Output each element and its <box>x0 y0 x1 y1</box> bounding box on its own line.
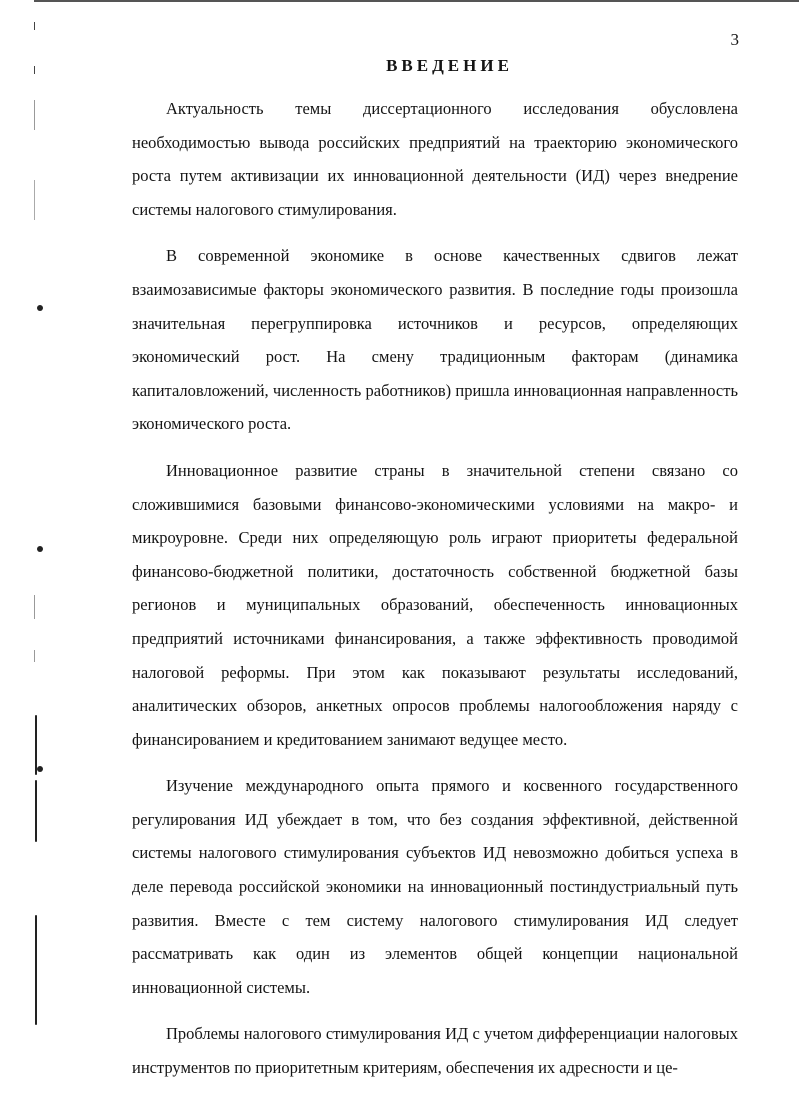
page-top-border <box>34 0 799 2</box>
binding-edge-line <box>35 780 37 842</box>
margin-scan-mark <box>34 180 35 220</box>
punch-hole-mark <box>37 766 43 772</box>
binding-edge-line <box>35 915 37 1025</box>
punch-hole-mark <box>37 305 43 311</box>
page-number: 3 <box>730 30 739 49</box>
paragraph-5: Проблемы налогового стимулирования ИД с учетом дифференциации налоговых инструментов по приоритетным критериям, обеспечения их адресности и це- <box>132 1024 738 1078</box>
margin-scan-mark <box>34 650 35 662</box>
margin-scan-mark <box>34 22 35 30</box>
paragraph-3: Инновационное развитие страны в значительной степени связано со сложившимися базовыми финансово-экономическими условиями на макро- и микроуровне. Среди них определяющую роль играют приоритеты федеральной финансово-бюджетной политики, достаточность собственной бюджетной базы регионов и муниципальных образований, обеспеченность инновационных предприятий источниками финансирования, а также эффективность проводимой налоговой реформы. При этом как показывают результаты исследований, аналитических обзоров, анкетных опросов проблемы налогообложения наряду с финансированием и кредитованием занимают ведущее место. <box>132 460 738 749</box>
binding-edge-line <box>35 715 37 775</box>
document-body <box>132 92 738 1098</box>
page-title: ВВЕДЕНИЕ <box>386 56 513 75</box>
paragraph-4: Изучение международного опыта прямого и косвенного государственного регулирования ИД убеждает в том, что без создания эффективной, действенной системы налогового стимулирования субъектов ИД невозможно добиться успеха в деле перевода российской экономики на инновационный постиндустриальный путь развития. Вместе с тем систему налогового стимулирования ИД следует рассматривать как один из элементов общей концепции национальной инновационной системы. <box>132 776 738 997</box>
margin-scan-mark <box>34 595 35 619</box>
punch-hole-mark <box>37 546 43 552</box>
paragraph-2: В современной экономике в основе качественных сдвигов лежат взаимозависимые факторы экономического развития. В последние годы произошла значительная перегруппировка источников и ресурсов, определяющих экономический рост. На смену традиционным факторам (динамика капиталовложений, численность работников) пришла инновационная направленность экономического роста. <box>132 246 738 434</box>
margin-scan-mark <box>34 100 35 130</box>
paragraph-1: Актуальность темы диссертационного исследования обусловлена необходимостью вывода российских предприятий на траекторию экономического роста путем активизации их инновационной деятельности (ИД) через внедрение системы налогового стимулирования. <box>132 99 738 219</box>
